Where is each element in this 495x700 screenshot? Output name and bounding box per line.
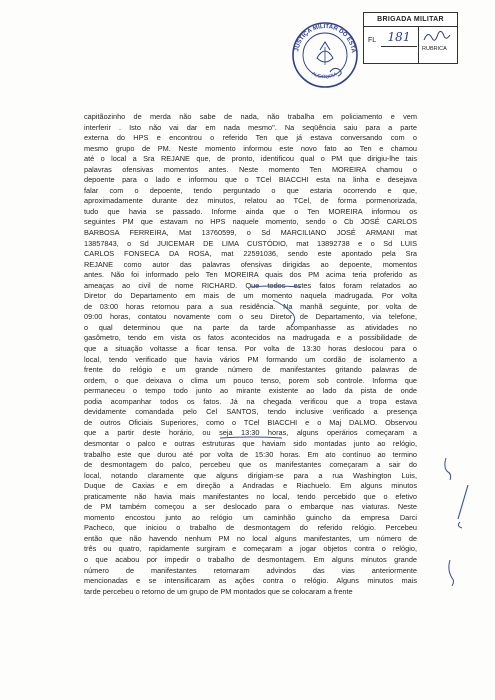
pen-underline-santos bbox=[220, 435, 282, 441]
text-line: Pacheco, que iniciou o trabalho de desmontagem do referido relógio. Percebeu bbox=[84, 523, 417, 533]
text-line: interferir . Isto não vai dar em nada mesmo". Na seqüência saiu para a parte bbox=[84, 122, 417, 132]
text-line: CARLOS FONSECA DA ROSA, mat 22591036, sendo este apontado pela Sra bbox=[84, 249, 417, 259]
text-line: falar com o depoente, tendo perguntado o que estaria ocorrendo e que, bbox=[84, 185, 417, 195]
text-line: de 03:00 horas retornou para a sua residência. Na manhã seguinte, por volta de bbox=[84, 301, 417, 311]
text-line: capitãozinho de merda não sabe de nada, não trabalha em policiamento e vem bbox=[84, 112, 417, 121]
text-line: o qual determinou que na parte da tarde acompanhasse as atividades no bbox=[84, 322, 417, 332]
text-line: número de manifestantes retornaram advindos das vias anteriormente bbox=[84, 565, 417, 575]
text-line: tarde percebeu o retorno de um grupo de PM montados que se colocaram a frente bbox=[84, 586, 353, 596]
text-line: ameaças ao civil de nome RICHARD. Que todos estes fatos foram relatados ao bbox=[84, 280, 417, 290]
seal-icon bbox=[290, 20, 360, 90]
text-line: devidamente comandada pelo Cel SANTOS, tendo inclusive verificado a presença bbox=[84, 407, 417, 417]
text-line: 09:00 horas, contatou novamente com o seu Diretor de Departamento, via telefone, bbox=[84, 312, 417, 322]
text-line: ordem, o que deixava o clima um pouco tenso, porem sob controle. Informa que bbox=[84, 375, 417, 385]
svg-text:AUDITORIA: AUDITORIA bbox=[310, 70, 339, 81]
text-line: então que não havendo nenhum PM no local alguns manifestantes, um número de bbox=[84, 533, 417, 543]
text-line: de outros Oficiais Superiores, como o TCel BIACCHI e o Maj DALMO. Observou bbox=[84, 417, 417, 427]
text-line: tudo que havia se passado. Informe ainda que o Ten MOREIRA informou os bbox=[84, 206, 417, 216]
text-line: de PM também começou a ser deslocado para o embarque nas viaturas. Neste bbox=[84, 502, 417, 512]
text-line: o que acabou por impedir o trabalho de desmontagem. Em alguns minutos grande bbox=[84, 554, 417, 564]
text-line: de desmontagem do palco, percebeu que os manifestantes começaram a sair do bbox=[84, 460, 417, 470]
text-line: BARBOSA FERREIRA, Mat 13760599, o Sd MARCILIANO JOSÉ ARMANI mat bbox=[84, 228, 417, 238]
text-line: gasômetro, tendo em vista os fatos acontecidos na madrugada e a possibilidade de bbox=[84, 333, 417, 343]
text-line: trabalho este que durou até por volta de 15:30 horas. Em ato contínuo ao termino bbox=[84, 449, 417, 459]
text-line: mencionadas e se intensificaram as ações contra o relógio. Alguns minutos mais bbox=[84, 576, 417, 586]
text-line: que a partir deste horário, ou seja 13:30 horas, alguns operários começaram a bbox=[84, 428, 417, 438]
text-line: seguintes PM que estavam no HPS naquele momento, sendo o Cb JOSÉ CARLOS bbox=[84, 217, 417, 227]
text-line: depoente para o lado e informou que o TCel BIACCHI esta na linha e desejava bbox=[84, 175, 417, 185]
folio-label: FL bbox=[368, 37, 377, 44]
margin-annotation-marks bbox=[438, 430, 478, 600]
text-line: aproximadamente durante dez minutos, relatou ao TCel, de forma pormenorizada, bbox=[84, 196, 417, 206]
pen-mark-momento bbox=[270, 298, 300, 328]
text-line: local, notando claramente que alguns dirigiam-se para a rua Washington Luis, bbox=[84, 470, 417, 480]
pen-underline-richard bbox=[250, 284, 300, 290]
text-line: local, tendo verificado que havia vários PM formando um cordão de isolamento a bbox=[84, 354, 417, 364]
text-line: até o local a Sra REJANE que, de pronto, identificou qual o PM que dirigiu-lhe tais bbox=[84, 154, 417, 164]
text-line: externa do HPS e encontrou o referido Ten que já estava conversando com o bbox=[84, 133, 417, 143]
text-line: que a situação voltasse a ficar tensa. Por volta de 13:30 horas deslocou para o bbox=[84, 344, 417, 354]
stamp-title: BRIGADA MILITAR bbox=[364, 13, 457, 27]
rubrica-label: RUBRICA bbox=[422, 46, 447, 52]
rubrica-signature-icon bbox=[422, 28, 454, 46]
text-line: 13857843, o Sd JUICEMAR DE LIMA CUSTÓDIO, mat 13892738 e o Sd LUIS bbox=[84, 238, 417, 248]
text-line: Diretor do Departamento em mais de um momento naquela madrugada. Por volta bbox=[84, 291, 417, 301]
text-line: Duque de Caxias e em direção a Andradas e Riachuelo. Em alguns minutos bbox=[84, 481, 417, 491]
text-line: permaneceu o tempo todo junto ao mirante existente ao lado da pista de onde bbox=[84, 386, 417, 396]
text-line: REJANE como autor das palavras ofensivas dirigidas ao depoente, momentos bbox=[84, 259, 417, 269]
text-line: momento encostou junto ao relógio um caminhão guincho da empresa Darci bbox=[84, 512, 417, 522]
court-seal bbox=[290, 20, 360, 90]
stamp-divider bbox=[418, 26, 419, 63]
folio-number: 181 bbox=[381, 30, 417, 47]
text-line: três ou quatro, rapidamente surgiram e começaram a jogar objetos contra o relógio, bbox=[84, 544, 417, 554]
text-line: praticamente não havia mais manifestantes no local, tendo percebido que o efetivo bbox=[84, 491, 417, 501]
text-line: frente do relógio e um grande número de manifestantes gritando palavras de bbox=[84, 365, 417, 375]
text-line: mesmo grupo de PM. Neste momento informou este novo fato ao Ten e chamou bbox=[84, 143, 417, 153]
text-line: podia acompanhar todos os fatos. Já na chegada verificou que a tropa estava bbox=[84, 396, 417, 406]
text-line: antes. Não foi informado pelo Ten MOREIRA quais dos PM acima teria proferido as bbox=[84, 270, 417, 280]
testimony-text bbox=[84, 112, 417, 597]
text-line: palavras ofensivas momentos antes. Neste momento Ten MOREIRA chamou o bbox=[84, 164, 417, 174]
text-line: desmontar o palco e outras estruturas que haviam sido montadas junto ao relógio, bbox=[84, 438, 417, 448]
folio-stamp bbox=[363, 12, 458, 64]
svg-text:JUSTIÇA MILITAR DO ESTADO: JUSTIÇA MILITAR DO ESTA bbox=[294, 23, 356, 54]
